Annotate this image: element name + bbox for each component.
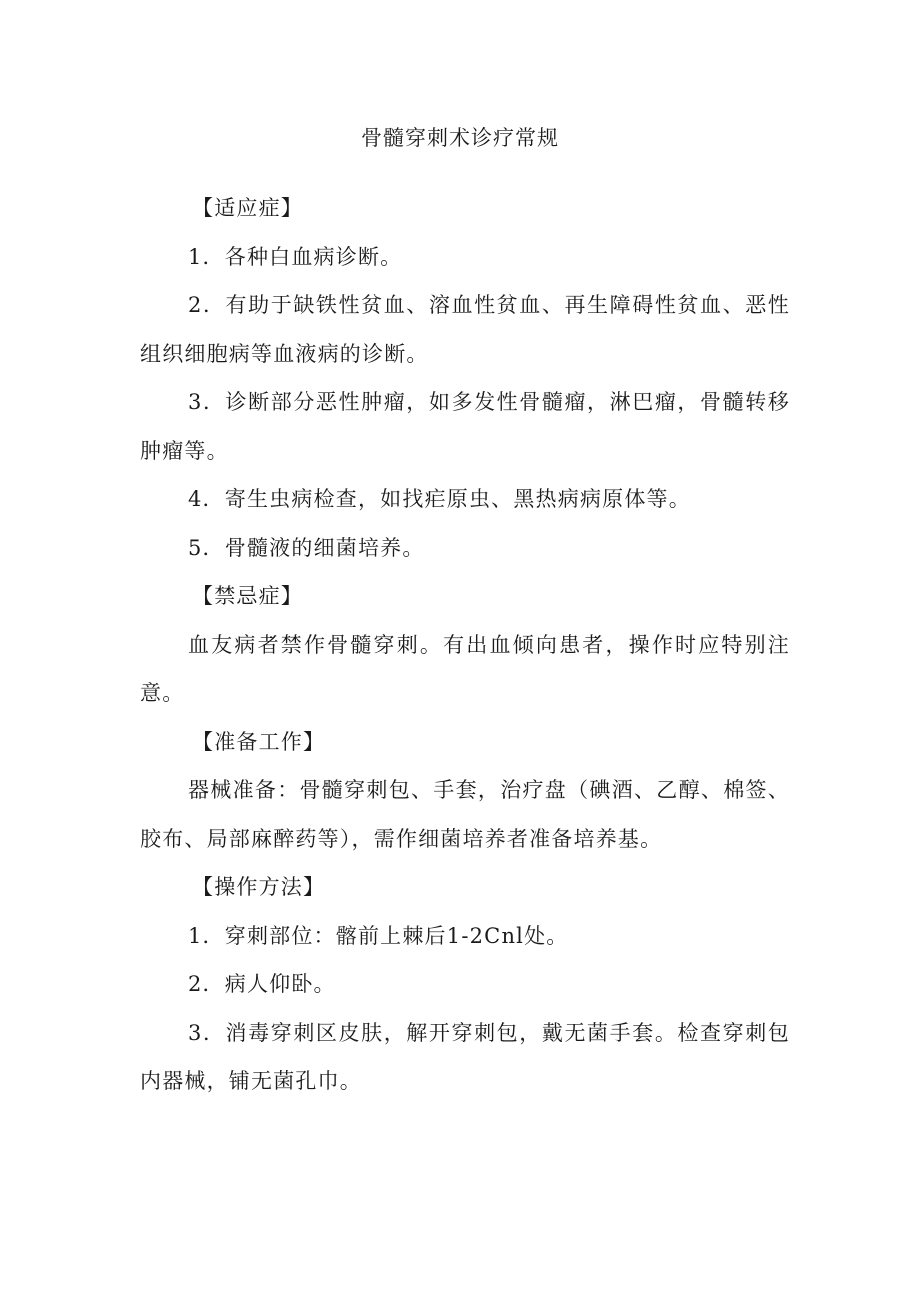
indication-item: 4．寄生虫病检查，如找疟原虫、黑热病病原体等。 [188,487,691,511]
indication-item: 5．骨髓液的细菌培养。 [188,535,425,560]
preparation-text: 器械准备：骨髓穿刺包、手套，治疗盘（碘酒、乙醇、棉签、胶布、局部麻醉药等），需作细菌培养者准备培养基。 [140,778,790,851]
section-heading-procedure: 【操作方法】 [192,875,326,899]
section-heading-preparation: 【准备工作】 [192,729,326,754]
indication-item: 1．各种白血病诊断。 [188,244,403,269]
document-title: 骨髓穿刺术诊疗常规 [361,126,559,150]
section-heading-indications: 【适应症】 [192,196,303,220]
procedure-item: 2．病人仰卧。 [188,972,336,996]
document-body [140,184,790,1106]
procedure-item: 1．穿刺部位：髂前上棘后1-2Cnl处。 [188,923,569,948]
indication-item: 3．诊断部分恶性肿瘤，如多发性骨髓瘤，淋巴瘤，骨髓转移肿瘤等。 [140,390,790,463]
indication-item: 2．有助于缺铁性贫血、溶血性贫血、再生障碍性贫血、恶性组织细胞病等血液病的诊断。 [140,293,790,366]
contraindication-text: 血友病者禁作骨髓穿刺。有出血倾向患者，操作时应特别注意。 [140,632,790,705]
procedure-item: 3．消毒穿刺区皮肤，解开穿刺包，戴无菌手套。检查穿刺包内器械，铺无菌孔巾。 [140,1020,790,1093]
section-heading-contraindications: 【禁忌症】 [192,584,303,608]
